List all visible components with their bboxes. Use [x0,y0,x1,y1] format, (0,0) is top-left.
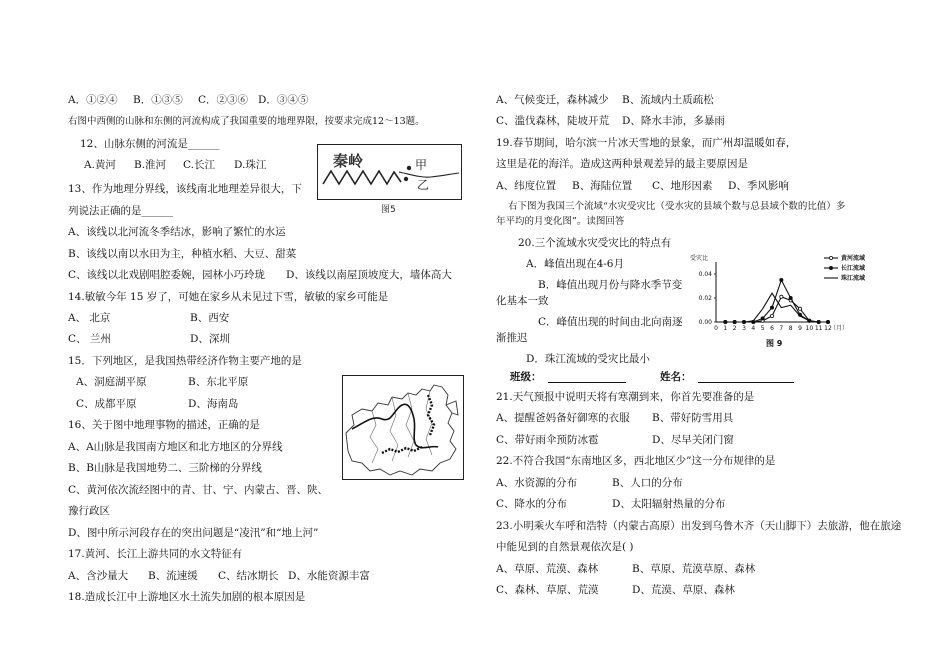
q22-question: 22.不符合我国“东南地区多，西北地区少”这一分布规律的是 [496,455,776,467]
q22-option-b: B、人口的分布 [612,477,683,489]
name-field[interactable] [698,382,794,383]
q13-option-b: B、该线以南以水田为主，种植水稻、大豆、甜菜 [68,248,297,260]
x-tick-label: 3 [742,325,746,332]
class-field[interactable] [548,382,626,383]
q20-intro-line1: 右下图为我国三个流域“水灾受灾比（受水灾的县域个数与总县域个数的比值）多 [508,201,846,212]
x-tick-label: 4 [751,325,756,332]
q15-option-d: D、海南岛 [188,398,239,410]
q20-option-d: D．珠江流域的受灾比最小 [526,353,650,365]
q22-option-d: D、太阳辐射热量的分布 [612,498,726,510]
data-point [780,295,783,298]
x-tick-label: 10 [805,325,814,332]
q18-option-a: A、气候变迁，森林减少 [496,94,609,106]
data-point [798,307,801,310]
q23-question-line2: 中能见到的自然景观依次是( ) [496,541,634,553]
q13-option-a: A、该线以北河流冬季结冰，影响了繁忙的水运 [68,226,286,238]
q15-option-a: A、洞庭湖平原 [76,376,147,388]
figure-5 [317,144,462,214]
fig9-caption: 图 9 [766,339,783,348]
q23-option-c: C、森林、草原、荒漠 [496,584,599,596]
q19-question-line1: 19.春节期间，哈尔滨一片冰天雪地的景象，而广州却温暖如春， [496,137,797,149]
data-point [761,317,764,320]
x-tick-label: 11 [814,325,823,332]
q20-option-a: A．峰值出现在4-6月 [526,258,624,270]
q21-option-d: D、尽早关闭门窗 [652,434,734,446]
q13-question-line2: 列说法正确的是______ [68,205,173,217]
q17-option-d: D、水能资源丰富 [288,570,370,582]
q19-question-line2: 这里是花的海洋。造成这两种景观差异的最主要原因是 [496,158,748,170]
data-point [770,306,773,309]
q13-option-c: C、该线以北戏剧唱腔委婉，园林小巧玲珑 [68,269,266,281]
fig5-yi-label: 乙 [417,178,430,192]
q12-option-c: C.长江 [183,159,215,171]
x-tick-label: 8 [788,325,793,332]
q20-option-b-line1: B．峰值出现月份与降水季节变 [538,279,683,291]
fig5-jia-label: 甲 [415,158,428,172]
q19-option-c: C、地形因素 [652,180,713,192]
q21-option-c: C、带好雨伞预防冰雹 [496,434,599,446]
q16-option-b: B、B山脉是我国地势二、三阶梯的分界线 [68,462,262,474]
name-label: 姓名： [660,371,692,383]
q16-option-c-line2: 豫行政区 [68,505,110,517]
china-north-map-figure [342,375,464,480]
q17-option-b: B、流速缓 [148,570,198,582]
legend-label: 珠江流域 [841,275,866,282]
q15-option-c: C、成都平原 [76,398,137,410]
fig5-mountain-label: 秦岭 [333,152,364,170]
q11-option-a: A．①②④ [68,94,118,106]
q17-question: 17.黄河、长江上游共同的水文特征有 [68,548,243,560]
legend-marker [829,256,832,259]
q21-option-b: B、带好防雪用具 [652,412,734,424]
q19-option-a: A、纬度位置 [496,180,557,192]
legend-marker [829,266,832,269]
q19-option-b: B、海陆位置 [572,180,633,192]
q22-option-c: C、降水的分布 [496,498,568,510]
figure-9-chart [688,250,888,350]
q13-option-d: D、该线以南屋顶坡度大，墙体高大 [286,269,452,281]
q16-option-c-line1: C、黄河依次流经图中的青、甘、宁、内蒙古、晋、陕、 [68,484,329,496]
q14-option-c: C、 兰州 [68,333,111,345]
q19-option-d: D、季风影响 [728,180,789,192]
q14-option-b: B、西安 [190,312,230,324]
y-tick-label: 0.02 [698,295,712,302]
q18-option-d: D、降水丰沛，多暴雨 [622,115,725,127]
q17-option-a: A、含沙量大 [68,570,129,582]
x-tick-label: 2 [732,325,737,332]
q12-intro: 右图中西侧的山脉和东侧的河流构成了我国重要的地理界限，按要求完成12～13题。 [68,116,425,127]
q20-question: 20.三个流域水灾受灾比的特点有 [518,237,672,249]
fig5-caption: 图5 [381,205,396,214]
q14-option-a: A、 北京 [68,312,111,324]
q20-option-c-line2: 渐推迟 [496,332,528,344]
q11-option-c: C．②③⑥ [198,94,249,106]
q20-option-b-line2: 化基本一致 [496,295,549,307]
q15-option-b: B、东北平原 [188,376,249,388]
flood-ratio-line-chart [688,250,888,350]
data-point [780,278,783,281]
q16-option-d: D、图中所示河段存在的突出问题是“凌汛”和“地上河” [68,527,319,539]
q13-question-line1: 13、作为地理分界线，该线南北地理差异很大，下 [68,183,302,195]
x-tick-label: 5 [760,325,765,332]
y-tick-label: 0.04 [698,271,712,278]
x-tick-label: 12 [824,325,832,332]
q23-option-b: B、草原、荒漠草原、森林 [632,563,756,575]
q12-option-b: B.淮河 [134,159,167,171]
x-tick-label: 9 [798,325,802,332]
q21-question: 21.天气预报中说明天将有寒潮到来，你首先要准备的是 [496,391,755,403]
x-tick-label: 0 [714,325,718,332]
q20-intro-line2: 年平均的月变化图”。读图回答 [496,216,625,227]
q17-option-c: C、结冰期长 [218,570,279,582]
x-axis-label: （月） [830,325,849,332]
q14-question: 14.敏敏今年 15 岁了，可她在家乡从未见过下雪，敏敏的家乡可能是 [68,291,389,303]
q16-question: 16、关于图中地理事物的描述，正确的是 [68,419,260,431]
x-tick-label: 1 [723,325,728,332]
q18-question: 18.造成长江中上游地区水土流失加剧的根本原因是 [68,591,306,603]
q14-option-d: D、深圳 [190,333,230,345]
y-tick-label: 0.00 [698,319,712,326]
q12-question: 12、山脉东侧的河流是______ [80,138,220,150]
q22-option-a: A、水资源的分布 [496,477,578,489]
q18-option-b: B、流域内土质疏松 [622,94,714,106]
q23-option-a: A、草原、荒漠、森林 [496,563,599,575]
q12-option-a: A.黄河 [84,159,116,171]
q23-option-d: D、荒漠、草原、森林 [632,584,735,596]
legend-label: 黄河流域 [841,255,866,262]
q11-option-d: D．③④⑤ [258,94,309,106]
data-point [770,314,773,317]
legend-label: 长江流域 [841,265,866,272]
q11-option-b: B．①③⑤ [133,94,183,106]
class-label: 班级： [510,371,542,383]
q18-option-c: C、滥伐森林，陡坡开荒 [496,115,610,127]
q16-option-a: A、A山脉是我国南方地区和北方地区的分界线 [68,441,283,453]
q20-option-c-line1: C．峰值出现的时间由北向南逐 [538,316,683,328]
q23-question-line1: 23.小明乘火车呼和浩特（内蒙古高原）出发到乌鲁木齐（天山脚下）去旅游，他在旅途 [496,520,902,532]
x-tick-label: 6 [770,325,774,332]
q15-question: 15．下列地区，是我国热带经济作物主要产地的是 [68,355,302,367]
y-axis-label: 受灾比 [690,255,709,262]
x-tick-label: 7 [779,325,784,332]
q12-option-d: D.珠江 [234,159,267,171]
data-point [789,296,792,299]
q21-option-a: A、提醒爸妈备好御寒的衣服 [496,412,630,424]
